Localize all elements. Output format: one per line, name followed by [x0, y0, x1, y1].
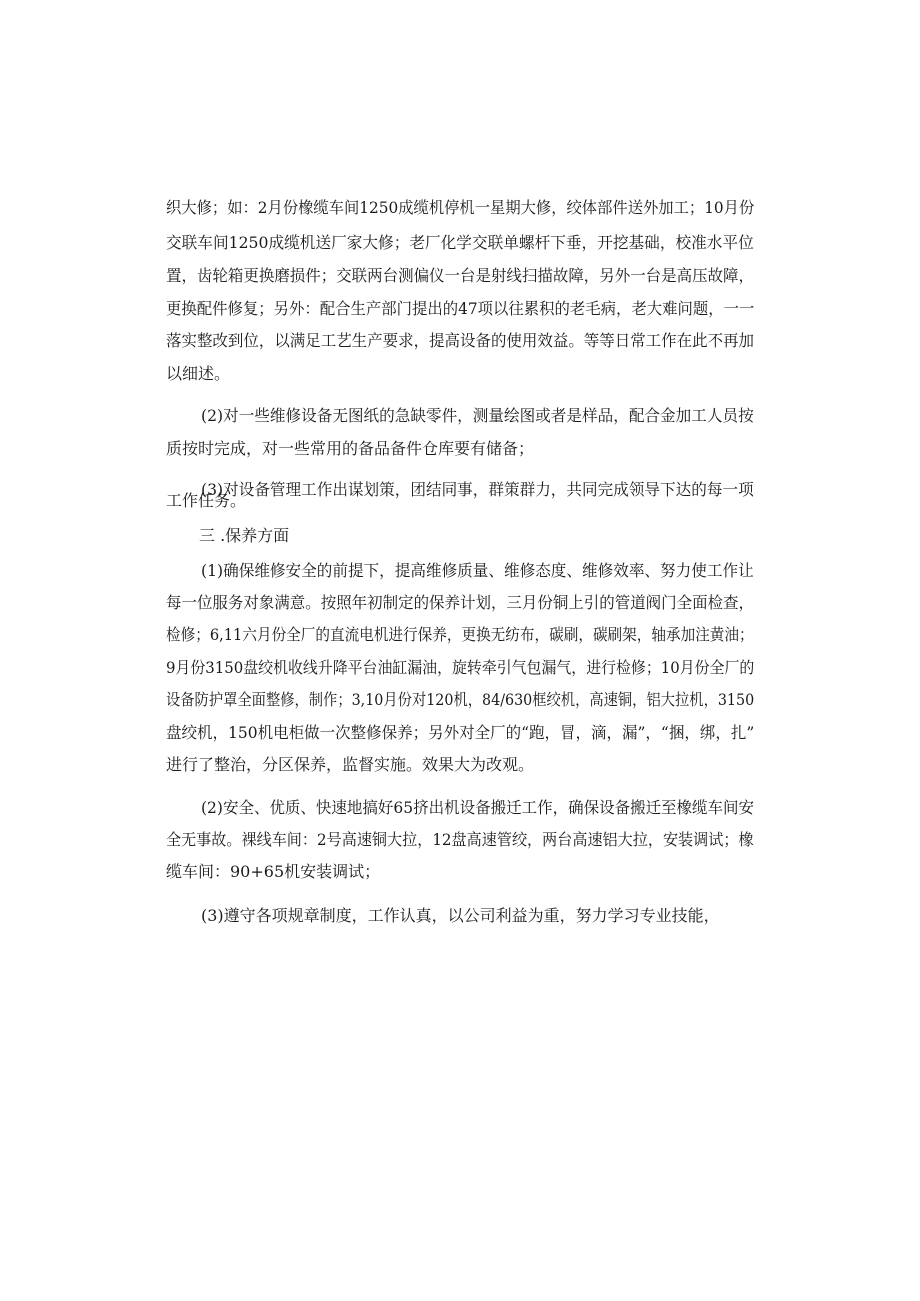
paragraph-line	[0, 559, 920, 583]
paragraph-line	[0, 796, 920, 820]
line-text: 质按时完成，对一些常用的备品备件仓库要有储备；	[166, 439, 535, 458]
paragraph-line	[0, 753, 920, 777]
line-text: 工作任务。	[166, 491, 247, 510]
line-text: 缆车间：90+65机安装调试；	[166, 862, 381, 881]
paragraph-line	[0, 688, 920, 712]
line-text: 织大修；如：2月份橡缆车间1250成缆机停机一星期大修，绞体部件送外加工；10月份	[166, 198, 755, 217]
line-text: 检修；6,11六月份全厂的直流电机进行保养，更换无纺布，碳刷，碳刷架，轴承加注黄油；	[166, 625, 754, 644]
section-heading	[0, 524, 920, 548]
paragraph-line	[0, 264, 920, 288]
line-text: 全无事故。裸线车间：2号高速铜大拉，12盘高速管绞，两台高速铝大拉，安装调试；橡	[166, 830, 754, 849]
line-text: (2)对一些维修设备无图纸的急缺零件，测量绘图或者是样品，配合金加工人员按	[201, 406, 754, 425]
paragraph-line	[0, 623, 920, 647]
paragraph-line	[0, 591, 920, 615]
paragraph-line	[0, 721, 920, 745]
section-heading-text: 三 .保养方面	[199, 526, 290, 545]
paragraph-line	[0, 437, 920, 461]
line-text: 落实整改到位，以满足工艺生产要求，提高设备的使用效益。等等日常工作在此不再加	[166, 331, 755, 350]
line-text: (3)对设备管理工作出谋划策，团结同事，群策群力，共同完成领导下达的每一项	[201, 480, 754, 499]
paragraph-line	[0, 404, 920, 428]
line-text: 以细述。	[166, 364, 231, 383]
paragraph-line	[0, 297, 920, 321]
line-text: 进行了整治，分区保养，监督实施。效果大为改观。	[166, 755, 535, 774]
paragraph-line	[0, 231, 920, 255]
paragraph-line	[0, 329, 920, 353]
line-text: (2)安全、优质、快速地搞好65挤出机设备搬迁工作，确保设备搬迁至橡缆车间安	[201, 798, 755, 817]
line-text: 设备防护罩全面整修，制作；3,10月份对120机，84/630框绞机，高速铜，铝大拉机，3150	[166, 690, 755, 709]
paragraph-line	[0, 362, 920, 386]
paragraph-line	[0, 459, 920, 499]
paragraph-line	[0, 904, 920, 928]
paragraph-line	[0, 860, 920, 884]
paragraph-line	[0, 489, 920, 513]
line-text: 置，齿轮箱更换磨损件；交联两台测偏仪一台是射线扫描故障，另外一台是高压故障，	[166, 266, 755, 285]
paragraph-line	[0, 828, 920, 852]
line-text: 交联车间1250成缆机送厂家大修；老厂化学交联单螺杆下垂，开挖基础，校准水平位	[166, 233, 754, 252]
paragraph-line	[0, 196, 920, 220]
line-text: (3)遵守各项规章制度，工作认真，以公司利益为重，努力学习专业技能，	[201, 906, 720, 925]
paragraph-line	[0, 656, 920, 680]
line-text: (1)确保维修安全的前提下，提高维修质量、维修态度、维修效率、努力使工作让	[201, 561, 754, 580]
line-text: 盘绞机，150机电柜做一次整修保养；另外对全厂的“跑，冒，滴，漏”，“捆，绑，扎”	[166, 723, 755, 742]
line-text: 9月份3150盘绞机收线升降平台油缸漏油，旋转牵引气包漏气，进行检修；10月份全厂的	[166, 658, 755, 677]
line-text: 更换配件修复；另外：配合生产部门提出的47项以往累积的老毛病，老大难问题，一一	[166, 299, 755, 318]
line-text: 每一位服务对象满意。按照年初制定的保养计划，三月份铜上引的管道阀门全面检查，	[166, 593, 755, 612]
